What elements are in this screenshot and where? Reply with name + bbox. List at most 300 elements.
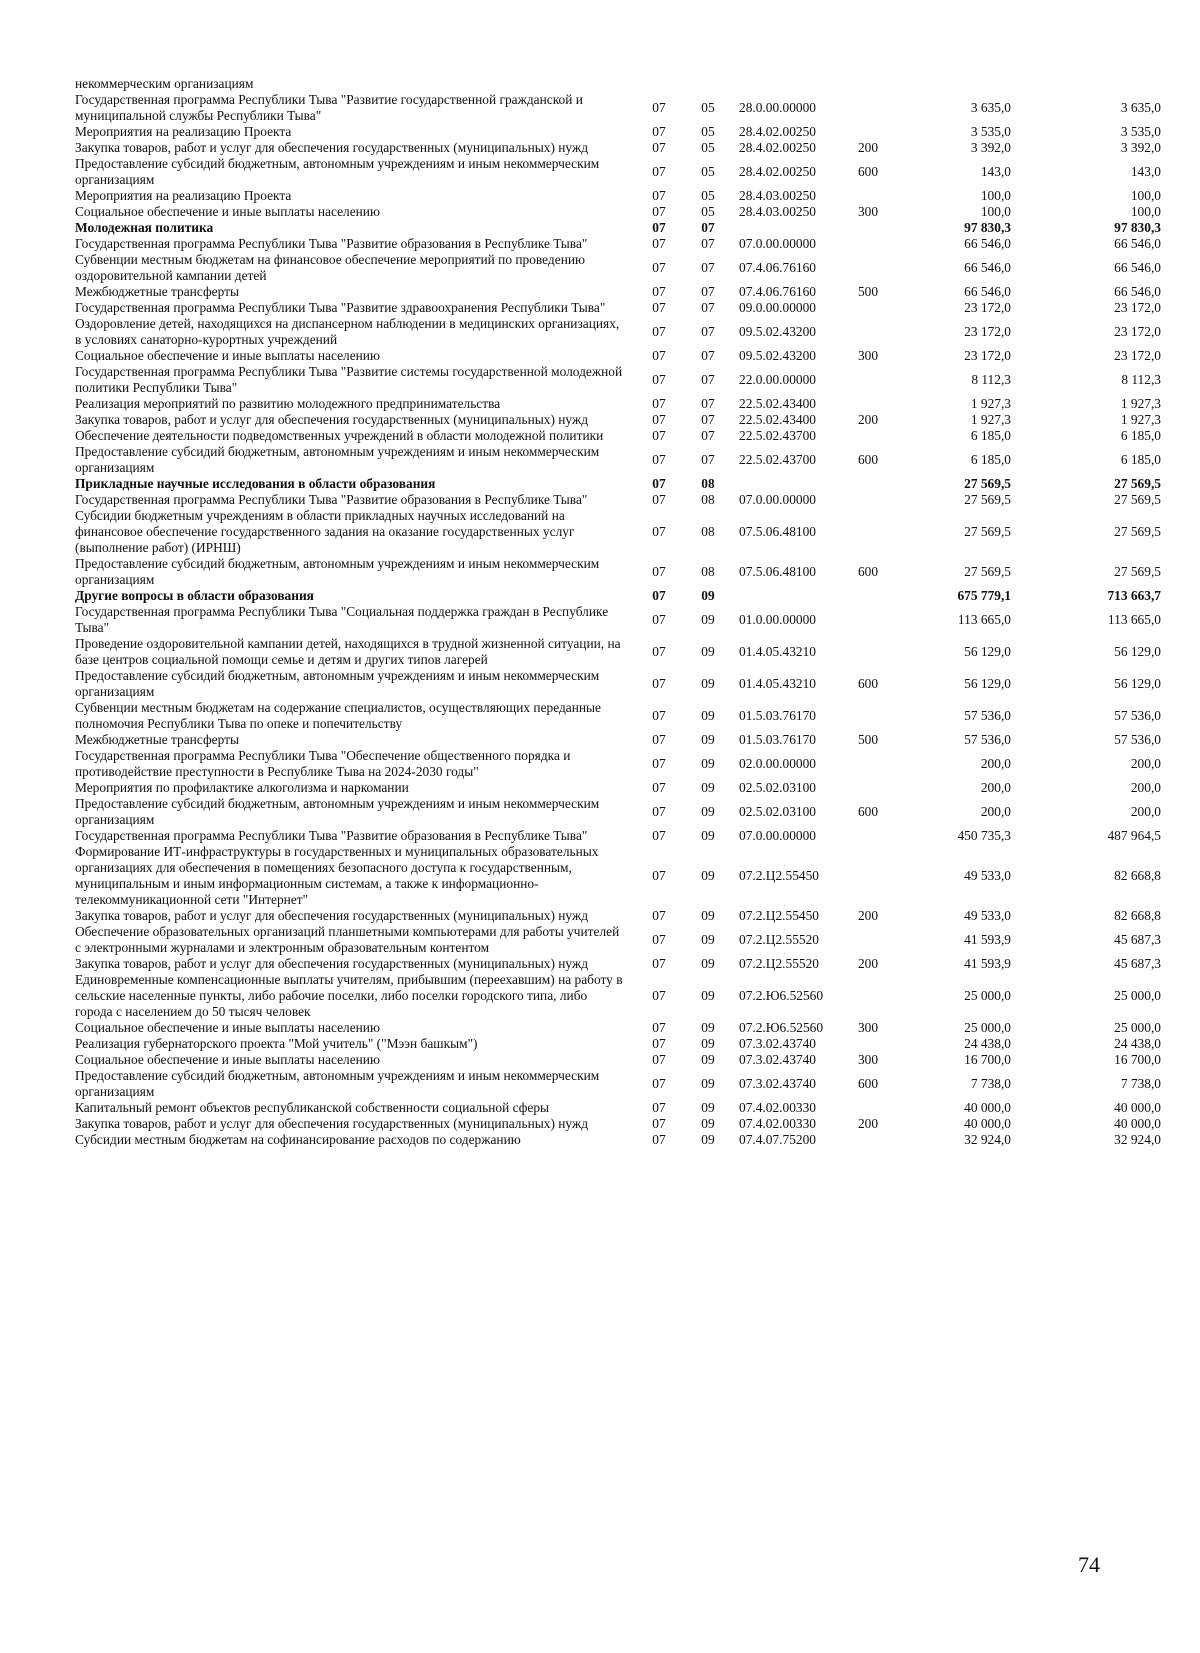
row-section: 07 bbox=[652, 1052, 666, 1067]
row-amount-year2: 40 000,0 bbox=[1114, 1100, 1161, 1115]
row-amount-year1: 1 927,3 bbox=[970, 412, 1011, 427]
row-amount-year2: 200,0 bbox=[1130, 756, 1161, 771]
row-amount-year1: 66 546,0 bbox=[964, 284, 1011, 299]
row-target-code: 07.2.Ю6.52560 bbox=[739, 1020, 824, 1035]
row-expense-type bbox=[847, 428, 889, 444]
row-amount-year2: 143,0 bbox=[1130, 164, 1161, 179]
row-expense-type bbox=[847, 508, 889, 556]
row-name: Социальное обеспечение и иные выплаты населению bbox=[75, 204, 380, 219]
row-subsection: 05 bbox=[701, 204, 715, 219]
row-name: Межбюджетные трансферты bbox=[75, 284, 239, 299]
row-expense-type bbox=[847, 972, 889, 1020]
row-target-code bbox=[731, 588, 847, 604]
row-target-code: 07.0.00.00000 bbox=[739, 236, 816, 251]
row-target-code: 28.4.02.00250 bbox=[739, 124, 816, 139]
row-target-code: 07.4.06.76160 bbox=[739, 284, 816, 299]
row-subsection: 07 bbox=[701, 300, 715, 315]
row-subsection: 09 bbox=[701, 1100, 715, 1115]
row-section: 07 bbox=[652, 300, 666, 315]
row-name: Оздоровление детей, находящихся на диспансерном наблюдении в медицинских организациях, в условиях санаторно-курортных учреждений bbox=[75, 316, 620, 347]
row-section: 07 bbox=[652, 412, 666, 427]
row-subsection: 07 bbox=[701, 220, 715, 235]
row-target-code: 02.5.02.03100 bbox=[739, 804, 816, 819]
row-expense-type: 500 bbox=[857, 732, 879, 747]
row-target-code: 07.4.06.76160 bbox=[739, 260, 816, 275]
row-name: Реализация губернаторского проекта "Мой учитель" ("Мээн башкым") bbox=[75, 1036, 478, 1051]
row-amount-year2: 82 668,8 bbox=[1114, 908, 1161, 923]
row-section: 07 bbox=[652, 1020, 666, 1035]
row-section: 07 bbox=[652, 284, 666, 299]
row-amount-year1: 675 779,1 bbox=[957, 588, 1011, 603]
row-name: Предоставление субсидий бюджетным, автономным учреждениям и иным некоммерческим организациям bbox=[75, 668, 600, 699]
row-subsection: 05 bbox=[701, 188, 715, 203]
row-target-code: 01.5.03.76170 bbox=[739, 732, 816, 747]
row-name: Предоставление субсидий бюджетным, автономным учреждениям и иным некоммерческим организациям bbox=[75, 556, 600, 587]
table-row bbox=[75, 252, 1165, 284]
table-row bbox=[75, 92, 1165, 124]
row-amount-year1: 24 438,0 bbox=[964, 1036, 1011, 1051]
row-target-code: 07.4.07.75200 bbox=[739, 1132, 816, 1147]
row-expense-type: 600 bbox=[857, 804, 879, 819]
row-amount-year2: 713 663,7 bbox=[1107, 588, 1161, 603]
row-section: 07 bbox=[652, 428, 666, 443]
row-amount-year2: 32 924,0 bbox=[1114, 1132, 1161, 1147]
row-section: 07 bbox=[652, 348, 666, 363]
row-name: Государственная программа Республики Тыва "Развитие системы государственной молодежной политики Республики Тыва" bbox=[75, 364, 623, 395]
row-amount-year2: 56 129,0 bbox=[1114, 644, 1161, 659]
row-expense-type: 200 bbox=[857, 412, 879, 427]
row-section: 07 bbox=[652, 220, 666, 235]
row-amount-year2: 27 569,5 bbox=[1114, 492, 1161, 507]
row-section: 07 bbox=[652, 324, 666, 339]
row-name: Субвенции местным бюджетам на содержание специалистов, осуществляющих переданные полномочия Республики Тыва по опеке и попечительству bbox=[75, 700, 601, 731]
row-amount-year1: 1 927,3 bbox=[970, 396, 1011, 411]
row-target-code: 01.5.03.76170 bbox=[739, 708, 816, 723]
row-name: Субсидии местным бюджетам на софинансирование расходов по содержанию bbox=[75, 1132, 521, 1147]
row-section: 07 bbox=[652, 988, 666, 1003]
row-amount-year1: 3 392,0 bbox=[970, 140, 1011, 155]
row-section: 07 bbox=[652, 1132, 666, 1147]
row-expense-type bbox=[847, 76, 889, 92]
row-target-code: 09.0.00.00000 bbox=[739, 300, 816, 315]
row-target-code: 09.5.02.43200 bbox=[739, 324, 816, 339]
table-row bbox=[75, 476, 1165, 492]
table-row bbox=[75, 604, 1165, 636]
row-amount-year1: 27 569,5 bbox=[964, 524, 1011, 539]
row-amount-year2: 23 172,0 bbox=[1114, 348, 1161, 363]
row-target-code: 07.2.Ц2.55520 bbox=[739, 932, 819, 947]
row-amount-year1: 23 172,0 bbox=[964, 348, 1011, 363]
table-row bbox=[75, 316, 1165, 348]
row-section: 07 bbox=[652, 204, 666, 219]
row-amount-year2: 113 665,0 bbox=[1107, 612, 1161, 627]
row-name: Капитальный ремонт объектов республиканской собственности социальной сферы bbox=[75, 1100, 550, 1115]
row-section: 07 bbox=[652, 564, 666, 579]
table-row bbox=[75, 300, 1165, 316]
table-row bbox=[75, 428, 1165, 444]
row-target-code bbox=[731, 476, 847, 492]
row-amount-year1: 100,0 bbox=[980, 204, 1011, 219]
table-row bbox=[75, 748, 1165, 780]
row-name: Закупка товаров, работ и услуг для обеспечения государственных (муниципальных) нужд bbox=[75, 140, 589, 155]
table-row bbox=[75, 556, 1165, 588]
row-expense-type: 600 bbox=[857, 452, 879, 467]
row-section: 07 bbox=[652, 188, 666, 203]
row-target-code: 22.5.02.43700 bbox=[739, 428, 816, 443]
row-subsection: 09 bbox=[701, 588, 715, 603]
row-subsection: 05 bbox=[701, 100, 715, 115]
row-expense-type bbox=[847, 188, 889, 204]
row-subsection: 05 bbox=[701, 124, 715, 139]
row-name: Государственная программа Республики Тыва "Развитие образования в Республике Тыва" bbox=[75, 492, 588, 507]
row-name: Социальное обеспечение и иные выплаты населению bbox=[75, 1020, 380, 1035]
row-expense-type: 200 bbox=[857, 908, 879, 923]
row-expense-type: 600 bbox=[857, 676, 879, 691]
row-section: 07 bbox=[652, 1036, 666, 1051]
row-name: Молодежная политика bbox=[75, 220, 214, 235]
row-section: 07 bbox=[652, 524, 666, 539]
row-subsection: 07 bbox=[701, 260, 715, 275]
row-amount-year1: 143,0 bbox=[980, 164, 1011, 179]
table-row bbox=[75, 700, 1165, 732]
row-target-code: 02.5.02.03100 bbox=[739, 780, 816, 795]
row-target-code: 07.3.02.43740 bbox=[739, 1036, 816, 1051]
row-expense-type: 200 bbox=[857, 140, 879, 155]
row-name: Закупка товаров, работ и услуг для обеспечения государственных (муниципальных) нужд bbox=[75, 956, 589, 971]
row-target-code: 22.5.02.43400 bbox=[739, 396, 816, 411]
row-amount-year1: 40 000,0 bbox=[964, 1100, 1011, 1115]
row-target-code: 07.2.Ю6.52560 bbox=[739, 988, 824, 1003]
row-amount-year1: 25 000,0 bbox=[964, 1020, 1011, 1035]
row-amount-year2: 25 000,0 bbox=[1114, 988, 1161, 1003]
table-row bbox=[75, 844, 1165, 908]
row-name: Единовременные компенсационные выплаты учителям, прибывшим (переехавшим) на работу в сельские населенные пункты, либо рабочие поселки, либо поселки городского типа, либо города с населением до 50 тысяч человек bbox=[75, 972, 623, 1019]
row-expense-type bbox=[847, 604, 889, 636]
row-expense-type bbox=[847, 1100, 889, 1116]
table-row bbox=[75, 780, 1165, 796]
row-section: 07 bbox=[652, 164, 666, 179]
row-section: 07 bbox=[652, 1076, 666, 1091]
row-expense-type bbox=[847, 476, 889, 492]
row-name: Субсидии бюджетным учреждениям в области прикладных научных исследований на финансовое обеспечение государственного задания на оказание государственных услуг (выполнение работ) (ИРНШ) bbox=[75, 508, 575, 555]
row-amount-year1: 6 185,0 bbox=[970, 428, 1011, 443]
row-section bbox=[633, 76, 685, 92]
row-amount-year1: 97 830,3 bbox=[964, 220, 1011, 235]
row-section: 07 bbox=[652, 732, 666, 747]
row-expense-type: 300 bbox=[857, 204, 879, 219]
row-section: 07 bbox=[652, 396, 666, 411]
table-row bbox=[75, 668, 1165, 700]
table-row bbox=[75, 1132, 1165, 1148]
table-row bbox=[75, 908, 1165, 924]
row-name: Мероприятия на реализацию Проекта bbox=[75, 188, 292, 203]
table-row bbox=[75, 284, 1165, 300]
row-target-code: 01.4.05.43210 bbox=[739, 644, 816, 659]
row-amount-year2: 1 927,3 bbox=[1120, 412, 1161, 427]
row-expense-type: 600 bbox=[857, 164, 879, 179]
row-amount-year1: 8 112,3 bbox=[971, 372, 1011, 387]
row-amount-year1: 23 172,0 bbox=[964, 300, 1011, 315]
table-row bbox=[75, 236, 1165, 252]
row-amount-year2: 200,0 bbox=[1130, 804, 1161, 819]
row-subsection: 07 bbox=[701, 396, 715, 411]
row-amount-year1: 49 533,0 bbox=[964, 868, 1011, 883]
row-name: Социальное обеспечение и иные выплаты населению bbox=[75, 1052, 380, 1067]
table-row bbox=[75, 1036, 1165, 1052]
row-name: Государственная программа Республики Тыва "Развитие образования в Республике Тыва" bbox=[75, 236, 588, 251]
table-row bbox=[75, 76, 1165, 92]
row-expense-type: 300 bbox=[857, 1020, 879, 1035]
row-subsection: 09 bbox=[701, 988, 715, 1003]
row-expense-type bbox=[847, 220, 889, 236]
row-name: Обеспечение образовательных организаций планшетными компьютерами для работы учителей с электронными журналами и электронным образовательным контентом bbox=[75, 924, 620, 955]
row-subsection bbox=[685, 76, 731, 92]
row-expense-type bbox=[847, 364, 889, 396]
table-row bbox=[75, 1052, 1165, 1068]
row-subsection: 07 bbox=[701, 372, 715, 387]
row-subsection: 08 bbox=[701, 492, 715, 507]
row-subsection: 08 bbox=[701, 476, 715, 491]
row-amount-year2: 25 000,0 bbox=[1114, 1020, 1161, 1035]
row-target-code: 07.3.02.43740 bbox=[739, 1052, 816, 1067]
row-name: Закупка товаров, работ и услуг для обеспечения государственных (муниципальных) нужд bbox=[75, 908, 589, 923]
row-amount-year1: 200,0 bbox=[980, 780, 1011, 795]
row-amount-year2: 45 687,3 bbox=[1114, 932, 1161, 947]
row-target-code bbox=[731, 220, 847, 236]
row-subsection: 08 bbox=[701, 524, 715, 539]
row-expense-type bbox=[847, 396, 889, 412]
row-target-code: 07.0.00.00000 bbox=[739, 492, 816, 507]
row-section: 07 bbox=[652, 908, 666, 923]
row-section: 07 bbox=[652, 676, 666, 691]
budget-table bbox=[75, 76, 1165, 1148]
row-expense-type bbox=[847, 924, 889, 956]
row-amount-year2: 24 438,0 bbox=[1114, 1036, 1161, 1051]
row-name: Предоставление субсидий бюджетным, автономным учреждениям и иным некоммерческим организациям bbox=[75, 444, 600, 475]
row-expense-type bbox=[847, 588, 889, 604]
row-expense-type bbox=[847, 252, 889, 284]
row-amount-year1: 27 569,5 bbox=[964, 564, 1011, 579]
row-amount-year1: 66 546,0 bbox=[964, 260, 1011, 275]
row-amount-year1: 40 000,0 bbox=[964, 1116, 1011, 1131]
row-amount-year2: 23 172,0 bbox=[1114, 300, 1161, 315]
row-expense-type bbox=[847, 748, 889, 780]
table-row bbox=[75, 508, 1165, 556]
row-amount-year1: 66 546,0 bbox=[964, 236, 1011, 251]
row-amount-year2: 97 830,3 bbox=[1114, 220, 1161, 235]
table-row bbox=[75, 636, 1165, 668]
row-amount-year1: 49 533,0 bbox=[964, 908, 1011, 923]
table-row bbox=[75, 828, 1165, 844]
row-name: Государственная программа Республики Тыва "Социальная поддержка граждан в Республике Тыва" bbox=[75, 604, 609, 635]
row-target-code: 02.0.00.00000 bbox=[739, 756, 816, 771]
row-target-code: 28.4.03.00250 bbox=[739, 188, 816, 203]
row-section: 07 bbox=[652, 756, 666, 771]
row-amount-year1: 100,0 bbox=[980, 188, 1011, 203]
row-subsection: 09 bbox=[701, 1052, 715, 1067]
row-amount-year2: 6 185,0 bbox=[1120, 428, 1161, 443]
row-subsection: 09 bbox=[701, 732, 715, 747]
row-section: 07 bbox=[652, 492, 666, 507]
row-section: 07 bbox=[652, 708, 666, 723]
row-amount-year2: 16 700,0 bbox=[1114, 1052, 1161, 1067]
row-amount-year1: 6 185,0 bbox=[970, 452, 1011, 467]
row-subsection: 09 bbox=[701, 868, 715, 883]
table-row bbox=[75, 156, 1165, 188]
row-expense-type bbox=[847, 828, 889, 844]
row-section: 07 bbox=[652, 612, 666, 627]
row-target-code: 07.5.06.48100 bbox=[739, 524, 816, 539]
row-amount-year2: 1 927,3 bbox=[1120, 396, 1161, 411]
row-subsection: 09 bbox=[701, 932, 715, 947]
row-amount-year2: 100,0 bbox=[1130, 188, 1161, 203]
row-subsection: 09 bbox=[701, 780, 715, 795]
row-target-code: 09.5.02.43200 bbox=[739, 348, 816, 363]
row-section: 07 bbox=[652, 956, 666, 971]
row-subsection: 07 bbox=[701, 428, 715, 443]
table-row bbox=[75, 140, 1165, 156]
row-name: Государственная программа Республики Тыва "Обеспечение общественного порядка и противодействие преступности в Республике Тыва на 2024-2030 годы" bbox=[75, 748, 571, 779]
row-target-code: 28.4.02.00250 bbox=[739, 140, 816, 155]
row-amount-year1: 3 635,0 bbox=[970, 100, 1011, 115]
row-target-code: 28.4.03.00250 bbox=[739, 204, 816, 219]
row-amount-year2: 3 635,0 bbox=[1120, 100, 1161, 115]
row-amount-year1: 16 700,0 bbox=[964, 1052, 1011, 1067]
table-row bbox=[75, 1020, 1165, 1036]
row-expense-type: 200 bbox=[857, 1116, 879, 1131]
row-amount-year1: 200,0 bbox=[980, 804, 1011, 819]
row-subsection: 09 bbox=[701, 1076, 715, 1091]
row-target-code: 28.0.00.00000 bbox=[739, 100, 816, 115]
row-target-code: 07.2.Ц2.55450 bbox=[739, 908, 819, 923]
row-amount-year2: 57 536,0 bbox=[1114, 732, 1161, 747]
row-amount-year2: 487 964,5 bbox=[1107, 828, 1161, 843]
row-section: 07 bbox=[652, 804, 666, 819]
table-row bbox=[75, 124, 1165, 140]
row-name: Мероприятия на реализацию Проекта bbox=[75, 124, 292, 139]
row-amount-year1: 57 536,0 bbox=[964, 732, 1011, 747]
row-section: 07 bbox=[652, 644, 666, 659]
row-section: 07 bbox=[652, 100, 666, 115]
row-name: Межбюджетные трансферты bbox=[75, 732, 239, 747]
row-amount-year2: 82 668,8 bbox=[1114, 868, 1161, 883]
row-section: 07 bbox=[652, 260, 666, 275]
row-expense-type bbox=[847, 92, 889, 124]
row-subsection: 07 bbox=[701, 452, 715, 467]
row-amount-year2: 6 185,0 bbox=[1120, 452, 1161, 467]
table-row bbox=[75, 972, 1165, 1020]
row-name: Проведение оздоровительной кампании детей, находящихся в трудной жизненной ситуации, на базе центров социальной помощи семье и детям и других типов лагерей bbox=[75, 636, 621, 667]
row-target-code: 01.4.05.43210 bbox=[739, 676, 816, 691]
row-name: Государственная программа Республики Тыва "Развитие здравоохранения Республики Тыва" bbox=[75, 300, 606, 315]
row-target-code: 22.5.02.43400 bbox=[739, 412, 816, 427]
budget-table-body bbox=[75, 76, 1165, 1148]
row-amount-year1: 23 172,0 bbox=[964, 324, 1011, 339]
row-name: Закупка товаров, работ и услуг для обеспечения государственных (муниципальных) нужд bbox=[75, 1116, 589, 1131]
row-subsection: 09 bbox=[701, 756, 715, 771]
row-target-code: 07.0.00.00000 bbox=[739, 828, 816, 843]
row-subsection: 08 bbox=[701, 564, 715, 579]
table-row bbox=[75, 924, 1165, 956]
row-target-code: 22.0.00.00000 bbox=[739, 372, 816, 387]
row-subsection: 09 bbox=[701, 1036, 715, 1051]
row-target-code: 01.0.00.00000 bbox=[739, 612, 816, 627]
row-section: 07 bbox=[652, 476, 666, 491]
row-amount-year1: 113 665,0 bbox=[957, 612, 1011, 627]
table-row bbox=[75, 796, 1165, 828]
row-subsection: 07 bbox=[701, 412, 715, 427]
table-row bbox=[75, 412, 1165, 428]
row-expense-type bbox=[847, 1036, 889, 1052]
row-amount-year2: 66 546,0 bbox=[1114, 260, 1161, 275]
row-amount-year1: 27 569,5 bbox=[964, 492, 1011, 507]
row-section: 07 bbox=[652, 1116, 666, 1131]
row-subsection: 07 bbox=[701, 284, 715, 299]
table-row bbox=[75, 588, 1165, 604]
row-expense-type bbox=[847, 700, 889, 732]
table-row bbox=[75, 220, 1165, 236]
row-amount-year2: 3 392,0 bbox=[1120, 140, 1161, 155]
row-amount-year1: 25 000,0 bbox=[964, 988, 1011, 1003]
row-expense-type bbox=[847, 300, 889, 316]
row-amount-year2: 40 000,0 bbox=[1114, 1116, 1161, 1131]
row-name: Обеспечение деятельности подведомственных учреждений в области молодежной политики bbox=[75, 428, 604, 443]
row-amount-year2: 8 112,3 bbox=[1121, 372, 1161, 387]
row-amount-year1 bbox=[889, 76, 1039, 92]
row-amount-year2: 7 738,0 bbox=[1120, 1076, 1161, 1091]
row-subsection: 09 bbox=[701, 676, 715, 691]
row-name: Предоставление субсидий бюджетным, автономным учреждениям и иным некоммерческим организациям bbox=[75, 156, 600, 187]
row-section: 07 bbox=[652, 780, 666, 795]
row-target-code: 07.3.02.43740 bbox=[739, 1076, 816, 1091]
table-row bbox=[75, 396, 1165, 412]
row-amount-year2 bbox=[1039, 76, 1165, 92]
row-expense-type bbox=[847, 844, 889, 908]
row-amount-year2: 27 569,5 bbox=[1114, 564, 1161, 579]
row-amount-year2: 200,0 bbox=[1130, 780, 1161, 795]
page-number: 74 bbox=[1078, 1552, 1100, 1577]
row-name: Государственная программа Республики Тыва "Развитие государственной гражданской и муниципальной службы Республики Тыва" bbox=[75, 92, 583, 123]
row-subsection: 09 bbox=[701, 612, 715, 627]
row-target-code: 07.5.06.48100 bbox=[739, 564, 816, 579]
row-name: Формирование ИТ-инфраструктуры в государственных и муниципальных образовательных организациях для обеспечения в помещениях безопасного доступа к государственным, муниципальным и иным информационным системам, а также к информационно-телекоммуникационной сети "Интернет" bbox=[75, 844, 599, 907]
row-subsection: 07 bbox=[701, 324, 715, 339]
row-name: Мероприятия по профилактике алкоголизма и наркомании bbox=[75, 780, 409, 795]
row-amount-year1: 200,0 bbox=[980, 756, 1011, 771]
row-name: Субвенции местным бюджетам на финансовое обеспечение мероприятий по проведению оздоровительной кампании детей bbox=[75, 252, 586, 283]
row-name: Закупка товаров, работ и услуг для обеспечения государственных (муниципальных) нужд bbox=[75, 412, 589, 427]
row-amount-year2: 57 536,0 bbox=[1114, 708, 1161, 723]
row-name: Социальное обеспечение и иные выплаты населению bbox=[75, 348, 380, 363]
row-subsection: 09 bbox=[701, 828, 715, 843]
row-amount-year1: 7 738,0 bbox=[970, 1076, 1011, 1091]
row-subsection: 09 bbox=[701, 708, 715, 723]
row-name: Предоставление субсидий бюджетным, автономным учреждениям и иным некоммерческим организациям bbox=[75, 1068, 600, 1099]
row-section: 07 bbox=[652, 932, 666, 947]
row-expense-type bbox=[847, 780, 889, 796]
row-section: 07 bbox=[652, 1100, 666, 1115]
row-name: Другие вопросы в области образования bbox=[75, 588, 314, 603]
row-amount-year1: 56 129,0 bbox=[964, 676, 1011, 691]
table-row bbox=[75, 364, 1165, 396]
row-section: 07 bbox=[652, 236, 666, 251]
row-expense-type: 500 bbox=[857, 284, 879, 299]
row-subsection: 09 bbox=[701, 908, 715, 923]
table-row bbox=[75, 1100, 1165, 1116]
row-amount-year2: 27 569,5 bbox=[1114, 476, 1161, 491]
row-target-code: 28.4.02.00250 bbox=[739, 164, 816, 179]
row-subsection: 09 bbox=[701, 956, 715, 971]
